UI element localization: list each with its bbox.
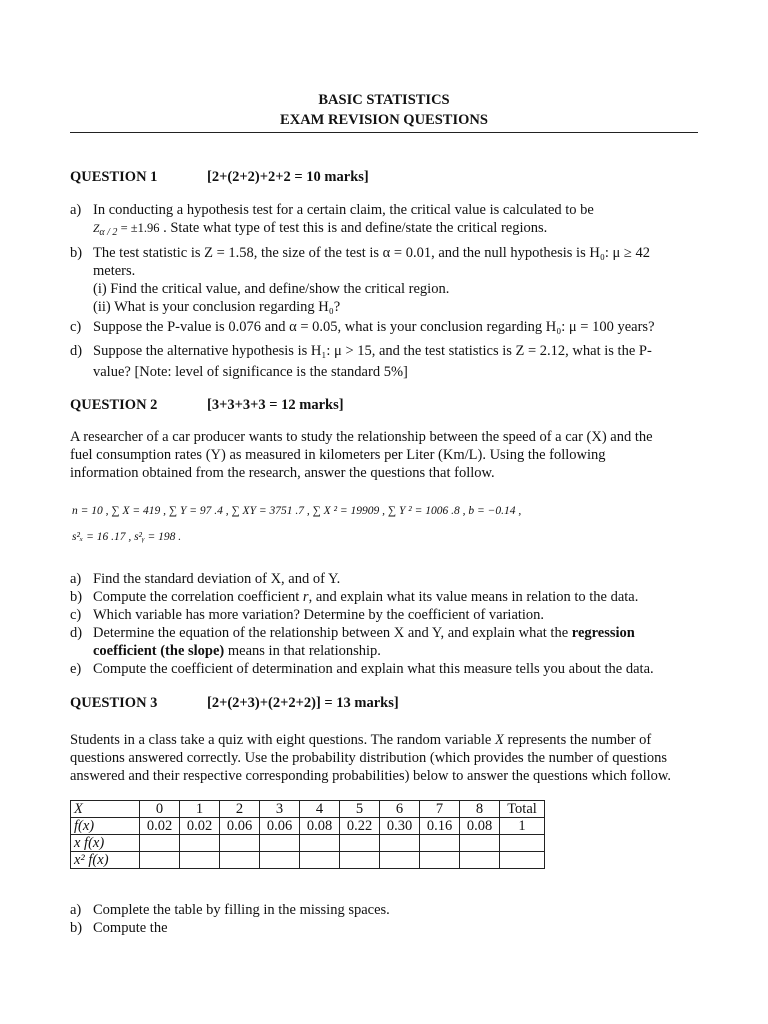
question-3-marks: [2+(2+3)+(2+2+2)] = 13 marks]	[207, 695, 399, 711]
q1-d-label: d)	[70, 343, 83, 359]
q2-d-bold-regression: regression	[571, 625, 635, 641]
question-2-marks: [3+3+3+3 = 12 marks]	[207, 397, 344, 413]
q1-a-line2	[93, 219, 710, 242]
table-cell	[260, 835, 300, 852]
q1-d-line1: Suppose the alternative hypothesis is H₁: μ > 15, and the test statistics is Z = 2.12, what is the P-	[93, 343, 652, 359]
table-cell	[420, 852, 460, 869]
table-cell: 3	[260, 801, 300, 818]
q3-item-a	[70, 901, 710, 919]
q3-intro-line3: answered and their respective corresponding probabilities) below to answer the questions which follow.	[70, 768, 672, 784]
q2-summary-statistics-line2: s²ₓ = 16 .17 , s²ᵧ = 198 .	[72, 531, 182, 543]
q2-a-text: Find the standard deviation of X, and of Y.	[93, 571, 341, 587]
table-row-label: x f(x)	[71, 835, 140, 852]
table-cell	[340, 852, 380, 869]
table-cell	[180, 852, 220, 869]
probability-distribution-table	[70, 800, 545, 869]
q2-d-text-post: means in that relationship.	[224, 643, 381, 659]
table-cell: Total	[500, 801, 545, 818]
q2-b-label: b)	[70, 589, 83, 605]
q2-summary-statistics-line1: n = 10 , ∑ X = 419 , ∑ Y = 97 .4 , ∑ XY = 3751 .7 , ∑ X ² = 19909 , ∑ Y ² = 1006 .8 , b = −0.14 ,	[72, 505, 522, 517]
q1-b-label: b)	[70, 245, 83, 261]
q1-c-text: Suppose the P-value is 0.076 and α = 0.05, what is your conclusion regarding H₀: μ = 100 years?	[93, 319, 655, 335]
table-cell	[260, 852, 300, 869]
table-cell	[460, 835, 500, 852]
table-cell	[220, 852, 260, 869]
q1-d-line2: value? [Note: level of significance is the standard 5%]	[93, 364, 408, 380]
table-cell	[180, 835, 220, 852]
table-cell	[380, 852, 420, 869]
table-cell: 8	[460, 801, 500, 818]
q1-a-z-symbol: Z	[93, 223, 100, 235]
q3-item-b	[70, 919, 710, 937]
table-cell: 4	[300, 801, 340, 818]
q1-b-line2: meters.	[93, 263, 136, 279]
table-cell	[460, 852, 500, 869]
table-cell: 0.06	[220, 818, 260, 835]
document-subtitle: EXAM REVISION QUESTIONS	[280, 112, 488, 128]
q2-item-b	[70, 588, 710, 606]
q3-a-label: a)	[70, 902, 82, 918]
q1-a-label: a)	[70, 202, 82, 218]
table-cell: 5	[340, 801, 380, 818]
q3-intro-x-symbol: X	[494, 732, 504, 748]
q2-d-text-pre: Determine the equation of the relationship between X and Y, and explain what the	[93, 625, 572, 641]
document-title: BASIC STATISTICS	[318, 92, 450, 108]
q2-b-text-pre: Compute the correlation coefficient	[93, 589, 303, 605]
q1-item-c	[70, 318, 710, 336]
table-row-xfx	[71, 835, 545, 852]
q3-intro-line2: questions answered correctly. Use the probability distribution (which provides the number of questions	[70, 750, 668, 766]
q1-item-a	[70, 201, 710, 242]
q1-item-d	[70, 342, 710, 381]
q1-a-line1: In conducting a hypothesis test for a certain claim, the critical value is calculated to be	[93, 202, 594, 218]
q2-item-e	[70, 660, 710, 678]
q2-b-text-post: , and explain what its value means in relation to the data.	[308, 589, 639, 605]
q3-intro-line1-pre: Students in a class take a quiz with eight questions. The random variable	[70, 732, 495, 748]
q2-intro-line3: information obtained from the research, answer the questions that follow.	[70, 465, 495, 481]
table-cell	[340, 835, 380, 852]
question-2-heading: QUESTION 2	[70, 397, 158, 413]
q2-intro-line2: fuel consumption rates (Y) as measured in kilometers per Liter (Km/L). Using the following	[70, 447, 606, 463]
table-row-label: X	[71, 801, 140, 818]
table-cell	[220, 835, 260, 852]
q2-intro	[70, 428, 698, 482]
q2-d-bold-coefficient: coefficient (the slope)	[93, 643, 225, 659]
table-cell: 0.02	[140, 818, 180, 835]
table-cell: 0.08	[460, 818, 500, 835]
table-cell: 1	[500, 818, 545, 835]
table-row-label: x² f(x)	[71, 852, 140, 869]
q3-b-label: b)	[70, 920, 83, 936]
q2-c-label: c)	[70, 607, 82, 623]
q3-intro-line1-post: represents the number of	[503, 732, 652, 748]
table-cell: 0.16	[420, 818, 460, 835]
table-row-x	[71, 801, 545, 818]
table-cell: 0	[140, 801, 180, 818]
table-cell	[500, 852, 545, 869]
header-divider	[70, 132, 698, 133]
table-row-x2fx	[71, 852, 545, 869]
q3-intro	[70, 731, 698, 785]
question-1-heading: QUESTION 1	[70, 169, 158, 185]
q3-a-text: Complete the table by filling in the missing spaces.	[93, 902, 390, 918]
question-1-marks: [2+(2+2)+2+2 = 10 marks]	[207, 169, 369, 185]
q1-a-line2-text: . State what type of test this is and define/state the critical regions.	[159, 220, 548, 236]
table-cell	[140, 852, 180, 869]
table-cell	[420, 835, 460, 852]
q2-item-a	[70, 570, 710, 588]
q1-a-z-subscript: α / 2	[99, 227, 118, 238]
q2-d-label: d)	[70, 625, 83, 641]
table-cell	[300, 852, 340, 869]
q3-b-text: Compute the	[93, 920, 168, 936]
q1-a-critical-value: = ±1.96	[117, 221, 160, 235]
table-cell	[140, 835, 180, 852]
table-cell: 6	[380, 801, 420, 818]
q2-e-text: Compute the coefficient of determination and explain what this measure tells you about the data.	[93, 661, 654, 677]
table-cell	[500, 835, 545, 852]
q2-a-label: a)	[70, 571, 82, 587]
q2-c-text: Which variable has more variation? Determine by the coefficient of variation.	[93, 607, 545, 623]
table-cell: 1	[180, 801, 220, 818]
q1-b-part-ii: (ii) What is your conclusion regarding H₀?	[93, 299, 341, 315]
table-cell: 7	[420, 801, 460, 818]
q2-intro-line1: A researcher of a car producer wants to study the relationship between the speed of a car (X) and the	[70, 429, 653, 445]
q1-item-b	[70, 244, 710, 316]
q1-b-line1: The test statistic is Z = 1.58, the size of the test is α = 0.01, and the null hypothesis is H₀: μ ≥ 42	[93, 245, 651, 261]
q2-item-c	[70, 606, 710, 624]
table-cell: 0.06	[260, 818, 300, 835]
table-cell: 2	[220, 801, 260, 818]
table-cell: 0.22	[340, 818, 380, 835]
table-row-fx	[71, 818, 545, 835]
q1-c-label: c)	[70, 319, 82, 335]
table-row-label: f(x)	[71, 818, 140, 835]
table-cell: 0.08	[300, 818, 340, 835]
question-3-heading: QUESTION 3	[70, 695, 158, 711]
table-cell: 0.02	[180, 818, 220, 835]
table-cell	[380, 835, 420, 852]
q1-b-part-i: (i) Find the critical value, and define/show the critical region.	[93, 281, 450, 297]
q2-item-d	[70, 624, 710, 660]
q2-e-label: e)	[70, 661, 82, 677]
table-cell	[300, 835, 340, 852]
table-cell: 0.30	[380, 818, 420, 835]
q2-b-r-symbol: r	[302, 589, 309, 605]
